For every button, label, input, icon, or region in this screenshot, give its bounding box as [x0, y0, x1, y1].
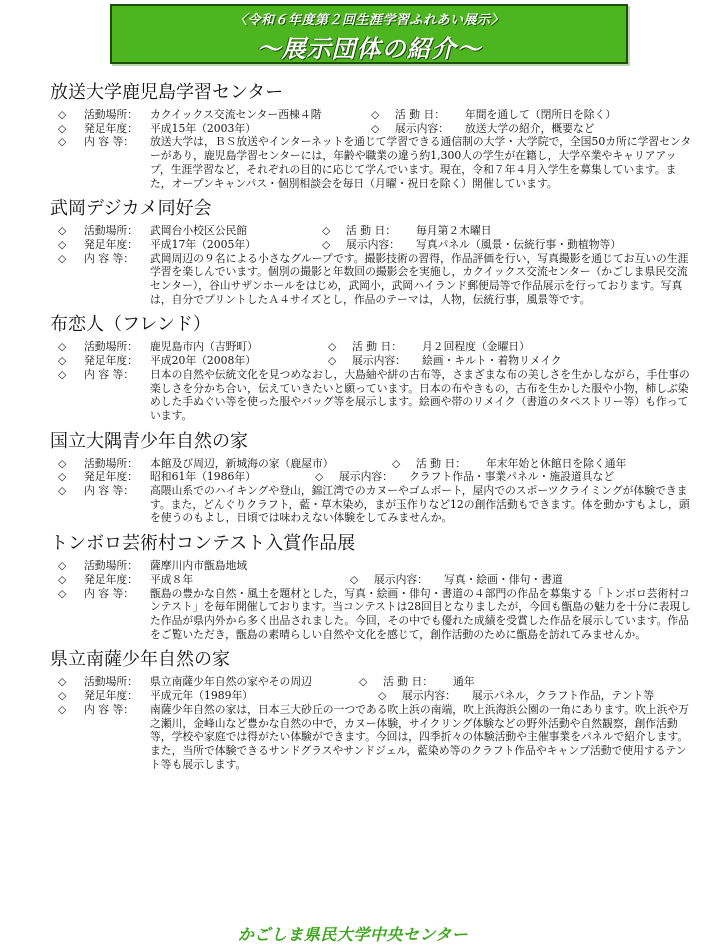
diamond-bullet-icon: ◇	[58, 224, 67, 238]
detail-text: 日本の自然や伝統文化を見つめなおし，大島紬や絣の古布等，さまざまな布の美しさを生かしながら，手仕事の楽しさを分かち合い，伝えていきたいと願っています。日本の布やきもの，古布を生かした服や小物，柿しぶ染めした手ぬぐい等を使った服やバッグ等を展示します。絵画や帯のリメイク（書道のタペストリー等）も作っています。	[150, 367, 690, 422]
exhibit-label: 展示内容：	[346, 237, 400, 251]
group-name: 武岡デジカメ同好会	[50, 198, 212, 220]
exhibit-value: 写真パネル（風景・伝統行事・動植物等）	[416, 237, 622, 251]
group-name: 県立南薩少年自然の家	[50, 649, 230, 671]
year-label: 発足年度：	[84, 354, 138, 368]
place-label: 活動場所：	[84, 456, 138, 470]
diamond-bullet-icon: ◇	[58, 340, 67, 354]
content-label: 内 容 等：	[84, 702, 135, 716]
detail-text: 南薩少年自然の家は，日本三大砂丘の一つである吹上浜の南端，吹上浜海浜公園の一角にあります。吹上浜や万之瀬川，金峰山など豊かな自然の中で，カヌー体験，サイクリング体験などの野外活動や自然観察，創作活動等，学校や家庭では得がたい体験ができます。今回は，四季折々の体験活動や主催事業をパネルで紹介します。また，当所で体験できるサンドグラスやサンドジェル，藍染め等のクラフト作品やキャンプ活動で使用するテント等も展示します。	[150, 702, 689, 771]
diamond-bullet-icon: ◇	[58, 121, 67, 135]
detail-text: 放送大学は，ＢＳ放送やインターネットを通じて学習できる通信制の大学・大学院で，全国50カ所に学習センターがあり，鹿児島学習センターには，年齢や職業の違う約1,300人の学生が在籍し，大学卒業やキャリアアップ，生涯学習など，それぞれの目的に応じて学んでいます。現在，令和７年４月入学生を募集しています。また，オープンキャンパス・個別相談会を毎日（月曜・祝日を除く）開催しています。	[150, 135, 692, 190]
year-value: 平成８年	[150, 572, 194, 586]
year-value: 平成20年（2008年）	[150, 354, 256, 368]
banner-subtitle: 〈令和６年度第２回生涯学習ふれあい展示〉	[233, 13, 504, 28]
diamond-bullet-icon: ◇	[58, 251, 67, 265]
diamond-bullet-icon: ◇	[58, 108, 67, 121]
group-name: 国立大隅青少年自然の家	[50, 430, 248, 452]
group-section	[50, 196, 690, 306]
year-label: 発足年度：	[84, 237, 138, 251]
content-label: 内 容 等：	[84, 586, 135, 600]
info-row	[50, 238, 690, 252]
diamond-bullet-icon: ◇	[328, 354, 337, 368]
year-label: 発足年度：	[84, 121, 138, 135]
detail-row	[50, 484, 690, 525]
diamond-bullet-icon: ◇	[58, 559, 67, 573]
year-value: 平成17年（2005年）	[150, 237, 256, 251]
exhibit-value: 写真・絵画・俳句・書道	[444, 572, 563, 586]
content-label: 内 容 等：	[84, 484, 135, 498]
year-value: 昭和61年（1986年）	[150, 470, 256, 484]
day-label: 活 動 日：	[416, 456, 467, 470]
diamond-bullet-icon: ◇	[378, 689, 387, 703]
year-label: 発足年度：	[84, 470, 138, 484]
day-label: 活 動 日：	[383, 675, 434, 689]
day-value: 通年	[453, 675, 475, 689]
diamond-bullet-icon: ◇	[371, 108, 380, 121]
year-value: 平成15年（2003年）	[150, 121, 256, 135]
group-name: トンボロ芸術村コンテスト入賞作品展	[50, 533, 356, 555]
year-label: 発足年度：	[84, 689, 138, 703]
place-value: 鹿児島市内（吉野町）	[150, 340, 258, 354]
detail-row	[50, 368, 690, 423]
info-row	[50, 573, 690, 587]
info-row	[50, 122, 690, 136]
exhibit-value: 絵画・キルト・着物リメイク	[422, 354, 562, 368]
year-value: 平成元年（1989年）	[150, 689, 254, 703]
day-value: 年間を通して（閉所日を除く）	[465, 108, 617, 121]
diamond-bullet-icon: ◇	[58, 456, 67, 470]
group-section	[50, 312, 690, 422]
diamond-bullet-icon: ◇	[315, 470, 324, 484]
exhibit-value: 放送大学の紹介，概要など	[465, 121, 595, 135]
header-banner	[110, 4, 628, 64]
diamond-bullet-icon: ◇	[58, 354, 67, 368]
info-row	[50, 559, 690, 573]
place-label: 活動場所：	[84, 224, 138, 238]
group-section	[50, 647, 690, 771]
detail-row	[50, 252, 690, 307]
content-label: 内 容 等：	[84, 135, 135, 149]
detail-row	[50, 587, 690, 642]
group-name: 布恋人（フレンド）	[50, 314, 211, 336]
detail-text: 武岡周辺の９名による小さなグループです。撮影技術の習得，作品評価を行い，写真撮影を通じてお互いの生涯学習を楽しんでいます。個別の撮影と年数回の撮影会を実施し，カクイックス交流センター（かごしま県民交流センター），谷山サザンホールをはじめ，武岡小，武岡ハイランド郵便局等で作品展示を行っております。写真は，自分でプリントしたＡ４サイズとし，作品のテーマは，人物，伝統行事，風景等です。	[150, 251, 689, 306]
footer-organization: かごしま県民大学中央センター	[237, 925, 469, 944]
detail-text: 高隈山系でのハイキングや登山，錦江湾でのカヌーやゴムボート，屋内でのスポーツクライミングが体験できます。また，どんぐりクラフト，藍・草木染め，まが玉作りなど12の創作活動もできます。体を動かすもよし，頭を使うのもよし，日頃では味わえない体験をしてみませんか。	[150, 484, 690, 525]
group-section	[50, 531, 690, 641]
info-row	[50, 457, 690, 471]
day-value: 毎月第２木曜日	[416, 224, 492, 238]
diamond-bullet-icon: ◇	[392, 456, 401, 470]
info-row	[50, 354, 690, 368]
group-section	[50, 80, 690, 190]
place-value: 武岡台小校区公民館	[150, 224, 248, 238]
place-label: 活動場所：	[84, 108, 138, 121]
day-value: 年末年始と休館日を除く通年	[486, 456, 627, 470]
place-value: 県立南薩少年自然の家やその周辺	[150, 675, 312, 689]
info-row	[50, 108, 690, 122]
place-value: 本館及び周辺，新城海の家（鹿屋市）	[150, 456, 334, 470]
place-value: 薩摩川内市甑島地域	[150, 559, 248, 573]
diamond-bullet-icon: ◇	[58, 675, 67, 689]
place-label: 活動場所：	[84, 559, 138, 573]
diamond-bullet-icon: ◇	[359, 675, 368, 689]
diamond-bullet-icon: ◇	[322, 237, 331, 251]
info-row	[50, 224, 690, 238]
detail-text: 甑島の豊かな自然・風土を題材とした，写真・絵画・俳句・書道の４部門の作品を募集する「トンボロ芸術村コンテスト」を毎年開催しております。当コンテストは28回目となりましたが，今回も甑島の魅力を十分に表現した作品が県内外から多く出品されました。今回，その中でも優れた成績を受賞した作品を展示しています。作品をご覧いただき，甑島の素晴らしい自然や文化を感じて，創作活動のために甑島を訪れてみませんか。	[150, 586, 692, 641]
exhibit-label: 展示内容：	[339, 470, 393, 484]
day-label: 活 動 日：	[395, 108, 446, 121]
day-value: 月２回程度（金曜日）	[422, 340, 530, 354]
detail-row	[50, 703, 690, 772]
diamond-bullet-icon: ◇	[328, 340, 337, 354]
info-row	[50, 470, 690, 484]
content-label: 内 容 等：	[84, 367, 135, 381]
content-label: 内 容 等：	[84, 251, 135, 265]
group-list	[50, 80, 690, 771]
info-row	[50, 689, 690, 703]
diamond-bullet-icon: ◇	[58, 470, 67, 484]
day-label: 活 動 日：	[346, 224, 397, 238]
diamond-bullet-icon: ◇	[58, 689, 67, 703]
diamond-bullet-icon: ◇	[58, 367, 67, 381]
place-label: 活動場所：	[84, 340, 138, 354]
diamond-bullet-icon: ◇	[58, 572, 67, 586]
diamond-bullet-icon: ◇	[58, 484, 67, 498]
info-row	[50, 340, 690, 354]
diamond-bullet-icon: ◇	[58, 237, 67, 251]
group-name: 放送大学鹿児島学習センター	[50, 82, 284, 103]
group-section	[50, 429, 690, 526]
diamond-bullet-icon: ◇	[58, 135, 67, 149]
exhibit-label: 展示内容：	[402, 689, 456, 703]
day-label: 活 動 日：	[352, 340, 403, 354]
detail-row	[50, 135, 690, 190]
year-label: 発足年度：	[84, 572, 138, 586]
exhibit-label: 展示内容：	[395, 121, 449, 135]
diamond-bullet-icon: ◇	[350, 572, 359, 586]
exhibit-label: 展示内容：	[374, 572, 428, 586]
banner-title: ～展示団体の紹介～	[256, 35, 482, 63]
place-label: 活動場所：	[84, 675, 138, 689]
exhibit-value: 展示パネル，クラフト作品，テント等	[472, 689, 655, 703]
diamond-bullet-icon: ◇	[58, 702, 67, 716]
exhibit-value: クラフト作品・事業パネル・施設道具など	[409, 470, 615, 484]
diamond-bullet-icon: ◇	[322, 224, 331, 238]
diamond-bullet-icon: ◇	[58, 586, 67, 600]
place-value: カクイックス交流センター西棟４階	[150, 108, 322, 121]
info-row	[50, 675, 690, 689]
exhibit-label: 展示内容：	[352, 354, 406, 368]
diamond-bullet-icon: ◇	[371, 121, 380, 135]
